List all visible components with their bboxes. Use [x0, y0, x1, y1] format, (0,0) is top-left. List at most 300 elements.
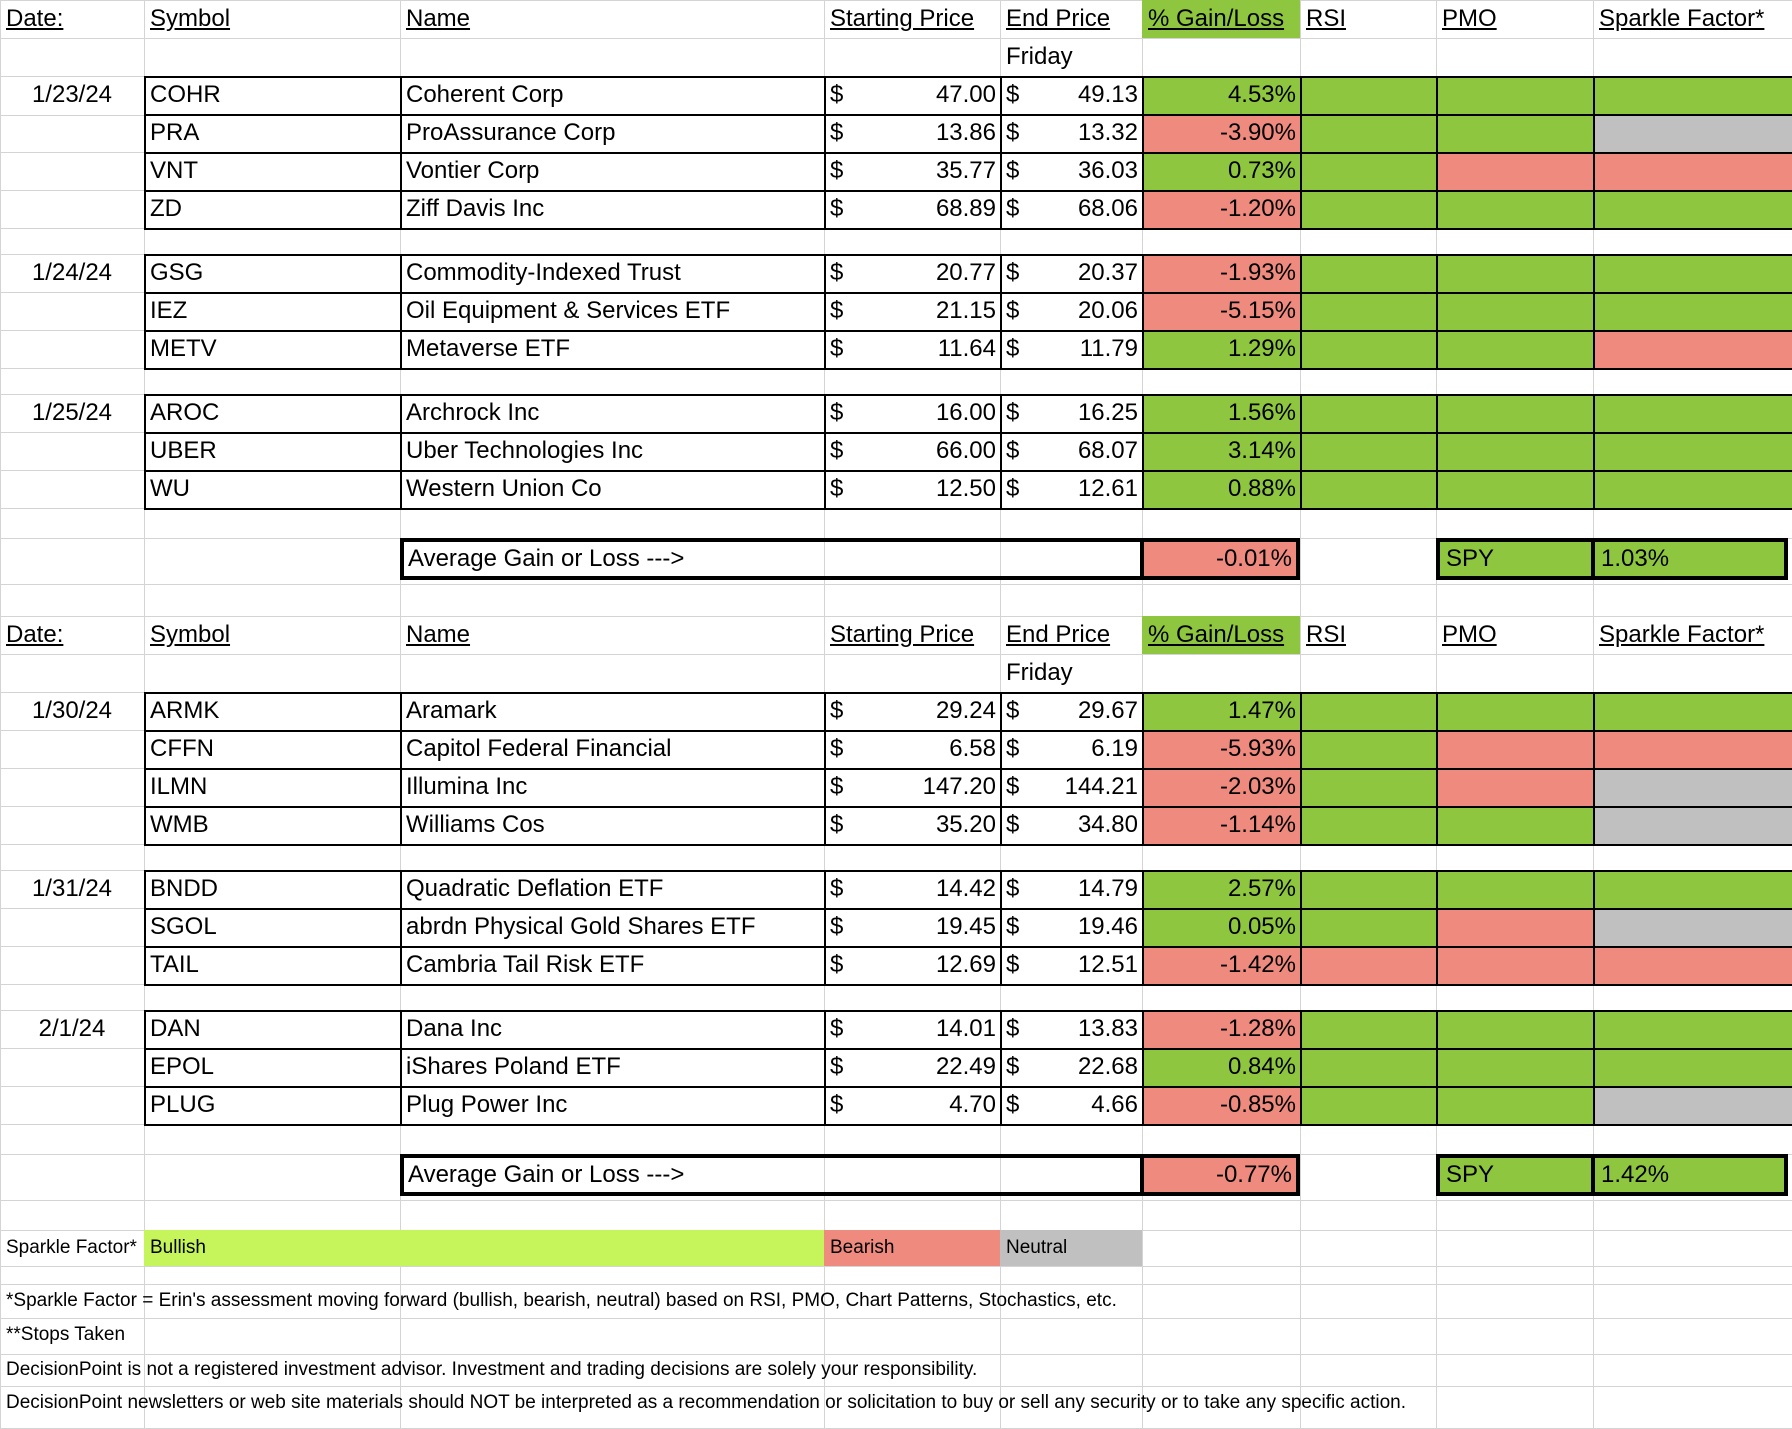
grid-line — [824, 76, 826, 114]
row-start-price: 4.70 — [949, 1091, 996, 1118]
grid-line — [144, 768, 1792, 770]
rsi-status-cell — [1300, 470, 1436, 508]
grid-line — [1000, 190, 1002, 228]
grid-line — [400, 432, 402, 470]
grid-line — [1000, 1010, 1002, 1048]
end-price-header: End Price — [1006, 621, 1111, 648]
grid-line — [824, 730, 826, 768]
rsi-status-cell — [1300, 730, 1436, 768]
grid-line — [400, 1048, 402, 1086]
pmo-status-cell — [1436, 254, 1593, 292]
grid-line — [144, 432, 146, 470]
row-symbol: PLUG — [150, 1091, 216, 1118]
grid-line — [1300, 692, 1302, 730]
rsi-status-cell — [1300, 190, 1436, 228]
grid-line — [144, 1010, 1792, 1012]
end-dollar-sign: $ — [1006, 297, 1020, 324]
end-dollar-sign: $ — [1006, 157, 1020, 184]
row-end-price: 68.07 — [1077, 437, 1138, 464]
grid-line — [144, 152, 146, 190]
start-dollar-sign: $ — [830, 437, 844, 464]
grid-line — [1593, 394, 1595, 432]
symbol-header: Symbol — [150, 5, 231, 32]
grid-line — [1436, 152, 1438, 190]
row-gain-loss: -0.85% — [1142, 1086, 1300, 1124]
rsi-status-cell — [1300, 870, 1436, 908]
grid-line — [1000, 692, 1002, 730]
sparkle-status-cell — [1593, 292, 1792, 330]
rsi-status-cell — [1300, 908, 1436, 946]
grid-line — [824, 292, 826, 330]
row-gain-loss: -5.93% — [1142, 730, 1300, 768]
grid-line — [824, 432, 826, 470]
grid-line — [1593, 432, 1595, 470]
start-dollar-sign: $ — [830, 735, 844, 762]
grid-line — [144, 692, 146, 730]
average-value: -0.77% — [1144, 1158, 1296, 1192]
grid-line — [824, 1048, 826, 1086]
grid-line — [824, 1010, 826, 1048]
grid-line — [1000, 114, 1002, 152]
grid-line — [1000, 870, 1002, 908]
grid-line — [144, 76, 1792, 78]
grid-line — [824, 946, 826, 984]
row-name: Archrock Inc — [406, 399, 540, 426]
grid-line — [1142, 394, 1144, 432]
grid-line — [400, 768, 402, 806]
grid-line — [400, 76, 402, 114]
row-end-price: 144.21 — [1064, 773, 1138, 800]
row-name: Coherent Corp — [406, 81, 564, 108]
row-symbol: CFFN — [150, 735, 214, 762]
sparkle-status-cell — [1593, 806, 1792, 844]
end-dollar-sign: $ — [1006, 335, 1020, 362]
grid-line — [1142, 1010, 1144, 1048]
grid-line — [1300, 470, 1302, 508]
pmo-status-cell — [1436, 394, 1593, 432]
grid-line — [824, 190, 826, 228]
start-dollar-sign: $ — [830, 1015, 844, 1042]
grid-line — [1000, 806, 1002, 844]
disclaimer-line-1: DecisionPoint is not a registered investment advisor. Investment and trading decisions are solely your responsibility. — [6, 1359, 978, 1380]
date-header: Date: — [6, 621, 64, 648]
sparkle-status-cell — [1593, 432, 1792, 470]
grid-line — [400, 806, 402, 844]
grid-line — [1436, 908, 1438, 946]
grid-line — [0, 1266, 1792, 1267]
grid-line — [400, 692, 402, 730]
grid-line — [144, 508, 1792, 510]
sparkle-status-cell — [1593, 730, 1792, 768]
row-gain-loss: 0.88% — [1142, 470, 1300, 508]
grid-line — [144, 292, 146, 330]
average-label: Average Gain or Loss ---> — [408, 545, 685, 572]
row-end-price: 16.25 — [1077, 399, 1138, 426]
grid-line — [1000, 152, 1002, 190]
grid-line — [1142, 470, 1144, 508]
row-name: Plug Power Inc — [406, 1091, 568, 1118]
grid-line — [1142, 768, 1144, 806]
grid-line — [1142, 908, 1144, 946]
row-start-price: 29.24 — [935, 697, 996, 724]
row-end-price: 12.61 — [1077, 475, 1138, 502]
grid-line — [1142, 946, 1144, 984]
sparkle-status-cell — [1593, 330, 1792, 368]
pmo-status-cell — [1436, 730, 1593, 768]
grid-line — [0, 654, 1792, 655]
pmo-header: PMO — [1442, 5, 1497, 32]
row-gain-loss: 2.57% — [1142, 870, 1300, 908]
grid-line — [824, 908, 826, 946]
grid-line — [1593, 1086, 1595, 1124]
gain-header-blank — [1142, 38, 1300, 76]
grid-line — [1142, 1086, 1144, 1124]
row-name: ProAssurance Corp — [406, 119, 616, 146]
grid-line — [1436, 254, 1438, 292]
grid-line — [1142, 292, 1144, 330]
pmo-status-cell — [1436, 114, 1593, 152]
grid-line — [144, 908, 146, 946]
end-dollar-sign: $ — [1006, 913, 1020, 940]
row-symbol: ARMK — [150, 697, 220, 724]
end-dollar-sign: $ — [1006, 1091, 1020, 1118]
rsi-status-cell — [1300, 1048, 1436, 1086]
end-dollar-sign: $ — [1006, 1015, 1020, 1042]
row-symbol: DAN — [150, 1015, 201, 1042]
row-name: Uber Technologies Inc — [406, 437, 644, 464]
row-start-price: 47.00 — [935, 81, 996, 108]
pmo-status-cell — [1436, 870, 1593, 908]
grid-line — [400, 330, 402, 368]
row-symbol: ILMN — [150, 773, 208, 800]
row-symbol: UBER — [150, 437, 217, 464]
pmo-header: PMO — [1442, 621, 1497, 648]
gain-loss-header: % Gain/Loss — [1142, 616, 1300, 654]
row-end-price: 29.67 — [1077, 697, 1138, 724]
grid-line — [1142, 730, 1144, 768]
end-dollar-sign: $ — [1006, 773, 1020, 800]
row-end-price: 36.03 — [1077, 157, 1138, 184]
grid-line — [824, 768, 826, 806]
grid-line — [1436, 1048, 1438, 1086]
end-dollar-sign: $ — [1006, 475, 1020, 502]
friday-label: Friday — [1006, 659, 1073, 686]
start-dollar-sign: $ — [830, 697, 844, 724]
row-start-price: 14.42 — [935, 875, 996, 902]
row-end-price: 14.79 — [1077, 875, 1138, 902]
grid-line — [400, 254, 402, 292]
grid-line — [400, 292, 402, 330]
row-symbol: WU — [150, 475, 190, 502]
grid-line — [1593, 870, 1595, 908]
row-start-price: 11.64 — [937, 335, 996, 362]
row-end-price: 22.68 — [1077, 1053, 1138, 1080]
spy-box — [1436, 1154, 1788, 1196]
grid-line — [1142, 870, 1144, 908]
grid-line — [144, 254, 146, 292]
grid-line — [1000, 946, 1002, 984]
average-box — [400, 538, 1300, 580]
grid-line — [144, 254, 1792, 256]
grid-line — [1000, 470, 1002, 508]
row-gain-loss: 3.14% — [1142, 432, 1300, 470]
grid-line — [1436, 330, 1438, 368]
row-end-price: 68.06 — [1077, 195, 1138, 222]
grid-line — [1000, 292, 1002, 330]
start-dollar-sign: $ — [830, 1091, 844, 1118]
rsi-status-cell — [1300, 806, 1436, 844]
pmo-status-cell — [1436, 1086, 1593, 1124]
grid-line — [1142, 432, 1144, 470]
grid-line — [400, 470, 402, 508]
grid-line — [1436, 114, 1438, 152]
starting-price-header: Starting Price — [830, 5, 975, 32]
grid-line — [144, 330, 146, 368]
row-symbol: WMB — [150, 811, 209, 838]
grid-line — [1300, 730, 1302, 768]
sparkle-factor-header: Sparkle Factor* — [1599, 621, 1765, 648]
start-dollar-sign: $ — [830, 297, 844, 324]
grid-line — [1593, 768, 1595, 806]
row-symbol: PRA — [150, 119, 200, 146]
start-dollar-sign: $ — [830, 195, 844, 222]
end-dollar-sign: $ — [1006, 399, 1020, 426]
grid-line — [144, 470, 146, 508]
sparkle-status-cell — [1593, 1048, 1792, 1086]
grid-line — [1593, 730, 1595, 768]
grid-line — [144, 1048, 1792, 1050]
grid-line — [0, 1318, 1792, 1319]
grid-line — [144, 908, 1792, 910]
row-start-price: 68.89 — [935, 195, 996, 222]
grid-line — [1436, 432, 1438, 470]
grid-line — [1300, 76, 1302, 114]
row-gain-loss: -1.93% — [1142, 254, 1300, 292]
grid-line — [1300, 908, 1302, 946]
grid-line — [1436, 470, 1438, 508]
grid-line — [1000, 432, 1002, 470]
pmo-status-cell — [1436, 190, 1593, 228]
grid-line — [1436, 946, 1438, 984]
grid-line — [144, 76, 146, 114]
row-end-price: 6.19 — [1091, 735, 1138, 762]
gain-loss-header: % Gain/Loss — [1142, 0, 1300, 38]
grid-line — [0, 1200, 1792, 1201]
grid-line — [144, 730, 146, 768]
grid-line — [1142, 1048, 1144, 1086]
grid-line — [400, 1086, 402, 1124]
grid-line — [0, 584, 1792, 585]
row-symbol: GSG — [150, 259, 204, 286]
grid-line — [1593, 470, 1595, 508]
start-dollar-sign: $ — [830, 259, 844, 286]
grid-line — [144, 114, 1792, 116]
row-name: Quadratic Deflation ETF — [406, 875, 664, 902]
row-start-price: 12.69 — [935, 951, 996, 978]
grid-line — [400, 730, 402, 768]
start-dollar-sign: $ — [830, 875, 844, 902]
row-name: Capitol Federal Financial — [406, 735, 672, 762]
row-gain-loss: 4.53% — [1142, 76, 1300, 114]
row-start-price: 19.45 — [935, 913, 996, 940]
grid-line — [144, 470, 1792, 472]
start-dollar-sign: $ — [830, 811, 844, 838]
rsi-status-cell — [1300, 114, 1436, 152]
row-end-price: 13.83 — [1077, 1015, 1138, 1042]
row-gain-loss: 1.29% — [1142, 330, 1300, 368]
grid-line — [144, 870, 1792, 872]
grid-line — [1436, 76, 1438, 114]
end-dollar-sign: $ — [1006, 437, 1020, 464]
grid-line — [1300, 152, 1302, 190]
grid-line — [824, 254, 826, 292]
grid-line — [144, 806, 146, 844]
grid-line — [1000, 394, 1002, 432]
grid-line — [144, 768, 146, 806]
average-label: Average Gain or Loss ---> — [408, 1161, 685, 1188]
grid-line — [1000, 76, 1002, 114]
start-dollar-sign: $ — [830, 81, 844, 108]
sparkle-status-cell — [1593, 394, 1792, 432]
pmo-status-cell — [1436, 152, 1593, 190]
row-end-price: 13.32 — [1077, 119, 1138, 146]
grid-line — [1300, 330, 1302, 368]
row-date: 1/31/24 — [31, 875, 113, 902]
row-gain-loss: 0.84% — [1142, 1048, 1300, 1086]
grid-line — [0, 38, 1792, 39]
grid-line — [1300, 946, 1302, 984]
grid-line — [1436, 292, 1438, 330]
row-symbol: BNDD — [150, 875, 219, 902]
rsi-status-cell — [1300, 946, 1436, 984]
grid-line — [824, 114, 826, 152]
pmo-status-cell — [1436, 1010, 1593, 1048]
grid-line — [1000, 730, 1002, 768]
stops-footnote: **Stops Taken — [6, 1324, 126, 1345]
row-date: 1/25/24 — [31, 399, 113, 426]
row-gain-loss: 1.56% — [1142, 394, 1300, 432]
end-dollar-sign: $ — [1006, 735, 1020, 762]
row-end-price: 19.46 — [1077, 913, 1138, 940]
rsi-header: RSI — [1306, 5, 1347, 32]
grid-line — [1436, 768, 1438, 806]
grid-line — [824, 806, 826, 844]
sparkle-status-cell — [1593, 692, 1792, 730]
end-dollar-sign: $ — [1006, 811, 1020, 838]
grid-line — [1300, 1048, 1302, 1086]
end-dollar-sign: $ — [1006, 951, 1020, 978]
grid-line — [1000, 1048, 1002, 1086]
grid-line — [1436, 394, 1438, 432]
pmo-status-cell — [1436, 330, 1593, 368]
row-date: 1/30/24 — [31, 697, 113, 724]
row-gain-loss: -2.03% — [1142, 768, 1300, 806]
grid-line — [1300, 1086, 1302, 1124]
spy-box — [1436, 538, 1788, 580]
grid-line — [1000, 1086, 1002, 1124]
name-header: Name — [406, 621, 471, 648]
pmo-status-cell — [1436, 806, 1593, 844]
sparkle-status-cell — [1593, 908, 1792, 946]
grid-line — [1593, 76, 1595, 114]
row-name: Western Union Co — [406, 475, 602, 502]
row-end-price: 12.51 — [1077, 951, 1138, 978]
rsi-status-cell — [1300, 330, 1436, 368]
sparkle-status-cell — [1593, 152, 1792, 190]
row-end-price: 11.79 — [1079, 335, 1138, 362]
grid-line — [144, 292, 1792, 294]
start-dollar-sign: $ — [830, 1053, 844, 1080]
grid-line — [144, 1086, 1792, 1088]
row-symbol: TAIL — [150, 951, 199, 978]
rsi-status-cell — [1300, 292, 1436, 330]
grid-line — [144, 1124, 1792, 1126]
row-name: Ziff Davis Inc — [406, 195, 545, 222]
row-gain-loss: -1.20% — [1142, 190, 1300, 228]
grid-line — [1300, 190, 1302, 228]
spy-label: SPY — [1440, 1158, 1591, 1192]
grid-line — [144, 394, 1792, 396]
grid-line — [144, 190, 1792, 192]
row-name: Aramark — [406, 697, 497, 724]
grid-line — [1593, 292, 1595, 330]
grid-line — [144, 368, 1792, 370]
average-value: -0.01% — [1144, 542, 1296, 576]
grid-line — [1142, 152, 1144, 190]
end-dollar-sign: $ — [1006, 81, 1020, 108]
rsi-status-cell — [1300, 1010, 1436, 1048]
start-dollar-sign: $ — [830, 157, 844, 184]
grid-line — [1300, 806, 1302, 844]
row-start-price: 21.15 — [935, 297, 996, 324]
start-dollar-sign: $ — [830, 913, 844, 940]
pmo-status-cell — [1436, 692, 1593, 730]
row-name: Oil Equipment & Services ETF — [406, 297, 731, 324]
grid-line — [400, 946, 402, 984]
grid-line — [824, 394, 826, 432]
grid-line — [1142, 76, 1144, 114]
grid-line — [144, 228, 1792, 230]
sparkle-status-cell — [1593, 470, 1792, 508]
sparkle-status-cell — [1593, 190, 1792, 228]
pmo-status-cell — [1436, 432, 1593, 470]
rsi-status-cell — [1300, 692, 1436, 730]
grid-line — [1142, 806, 1144, 844]
rsi-status-cell — [1300, 152, 1436, 190]
grid-line — [400, 394, 402, 432]
row-name: iShares Poland ETF — [406, 1053, 621, 1080]
rsi-status-cell — [1300, 1086, 1436, 1124]
grid-line — [1593, 692, 1595, 730]
grid-line — [400, 114, 402, 152]
row-name: Vontier Corp — [406, 157, 540, 184]
row-symbol: ZD — [150, 195, 182, 222]
row-name: Dana Inc — [406, 1015, 503, 1042]
average-box — [400, 1154, 1300, 1196]
row-name: Williams Cos — [406, 811, 545, 838]
grid-line — [144, 946, 1792, 948]
sparkle-status-cell — [1593, 768, 1792, 806]
spy-label: SPY — [1440, 542, 1591, 576]
pmo-status-cell — [1436, 946, 1593, 984]
legend-bearish: Bearish — [824, 1230, 1000, 1266]
row-end-price: 49.13 — [1077, 81, 1138, 108]
grid-line — [144, 984, 1792, 986]
spy-value: 1.42% — [1595, 1158, 1784, 1192]
row-gain-loss: -5.15% — [1142, 292, 1300, 330]
sparkle-status-cell — [1593, 870, 1792, 908]
sparkle-status-cell — [1593, 946, 1792, 984]
